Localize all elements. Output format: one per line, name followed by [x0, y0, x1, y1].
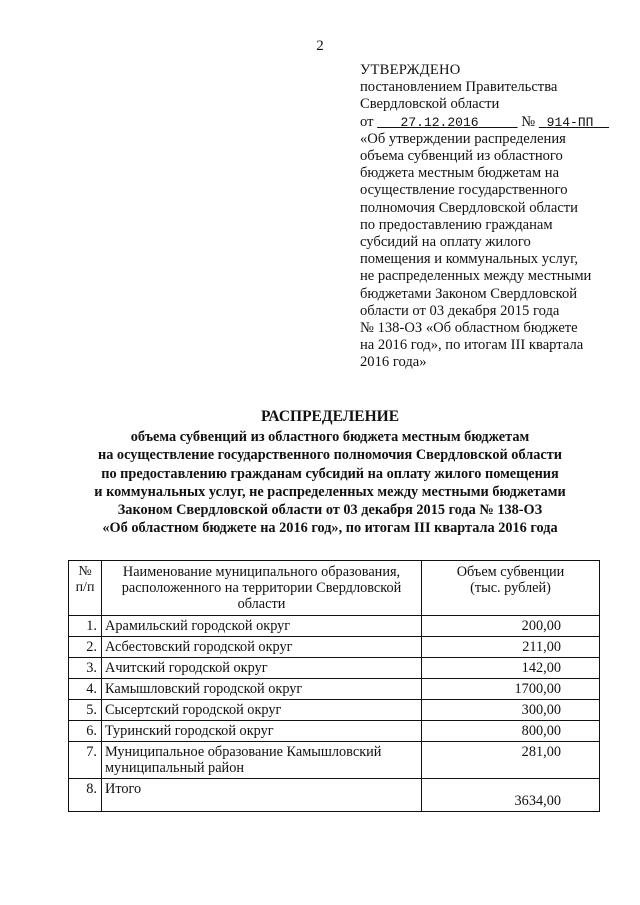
row-name: Камышловский городской округ — [102, 679, 422, 700]
row-num: 5. — [69, 700, 102, 721]
row-name: Асбестовский городской округ — [102, 637, 422, 658]
header-name — [102, 561, 422, 616]
approval-line: постановлением Правительства — [360, 79, 558, 96]
row-num: 3. — [69, 658, 102, 679]
row-amount: 3634,00 — [422, 779, 600, 812]
page-number: 2 — [316, 38, 324, 54]
document-title — [60, 408, 600, 537]
table-row — [69, 658, 600, 679]
approval-number — [539, 115, 609, 130]
header-name-line: расположенного на территории Свердловской области — [121, 580, 402, 612]
number-prefix: № — [521, 113, 536, 130]
row-name: Туринский городской округ — [102, 721, 422, 742]
header-amount-line: Объем субвенции — [456, 564, 565, 580]
row-name: Ачитский городской округ — [102, 658, 422, 679]
row-amount: 200,00 — [422, 616, 600, 637]
header-amount — [422, 561, 600, 616]
table-row — [69, 721, 600, 742]
title-line: Законом Свердловской области от 03 декабря 2015 года № 138-ОЗ — [117, 502, 543, 519]
approval-line: бюджетами Законом Свердловской — [360, 285, 578, 302]
approval-line: «Об утверждении распределения — [360, 130, 566, 147]
row-num: 7. — [69, 742, 102, 779]
approval-line: не распределенных между местными — [360, 268, 592, 285]
table-row — [69, 637, 600, 658]
row-num: 4. — [69, 679, 102, 700]
approval-line: бюджета местным бюджетам на — [360, 165, 560, 182]
approval-line: Свердловской области — [360, 96, 500, 113]
table-row — [69, 700, 600, 721]
approval-line: № 138-ОЗ «Об областном бюджете — [360, 320, 578, 337]
approval-number-value: 914-ПП — [546, 114, 594, 130]
approval-line: на 2016 год», по итогам III квартала — [360, 337, 584, 354]
title-line: на осуществление государственного полномочия Свердловской области — [97, 447, 563, 464]
title-line: объема субвенций из областного бюджета местным бюджетам — [130, 429, 530, 446]
row-amount: 1700,00 — [422, 679, 600, 700]
table-row — [69, 679, 600, 700]
header-num-line: № — [78, 564, 92, 579]
header-num-line: п/п — [75, 580, 95, 595]
distribution-table — [68, 560, 600, 812]
row-amount: 800,00 — [422, 721, 600, 742]
header-amount-line: (тыс. рублей) — [470, 580, 551, 596]
approval-line: субсидий на оплату жилого — [360, 234, 531, 251]
row-amount: 211,00 — [422, 637, 600, 658]
row-num: 1. — [69, 616, 102, 637]
header-num — [69, 561, 102, 616]
title-line: по предоставлению гражданам субсидий на оплату жилого помещения — [101, 465, 559, 482]
approval-line: объема субвенций из областного — [360, 148, 563, 165]
row-name: Итого — [102, 779, 422, 812]
row-name: Сысертский городской округ — [102, 700, 422, 721]
title-line: и коммунальных услуг, не распределенных между местными бюджетами — [94, 483, 566, 500]
approval-heading: УТВЕРЖДЕНО — [360, 62, 461, 78]
table-row — [69, 616, 600, 637]
row-num: 8. — [69, 779, 102, 812]
title-heading: РАСПРЕДЕЛЕНИЕ — [260, 408, 400, 425]
table-row-total — [69, 779, 600, 812]
approval-line: по предоставлению гражданам — [360, 216, 553, 233]
approval-date — [377, 115, 517, 130]
approval-date-line — [360, 114, 600, 131]
row-amount: 142,00 — [422, 658, 600, 679]
approval-line: 2016 года» — [360, 354, 427, 371]
approval-line: полномочия Свердловской области — [360, 199, 578, 216]
approval-line: помещения и коммунальных услуг, — [360, 251, 579, 268]
row-amount: 281,00 — [422, 742, 600, 779]
approval-date-value: 27.12.2016 — [400, 114, 479, 130]
table-header-row — [69, 561, 600, 616]
row-amount: 300,00 — [422, 700, 600, 721]
approval-block — [360, 62, 600, 372]
row-name: Муниципальное образование Камышловский муниципальный район — [102, 742, 422, 779]
row-num: 6. — [69, 721, 102, 742]
title-line: «Об областном бюджете на 2016 год», по итогам III квартала 2016 года — [102, 520, 558, 537]
approval-line: осуществление государственного — [360, 182, 568, 199]
approval-line: области от 03 декабря 2015 года — [360, 302, 560, 319]
row-name: Арамильский городской округ — [102, 616, 422, 637]
header-name-line: Наименование муниципального образования, — [122, 564, 401, 580]
row-num: 2. — [69, 637, 102, 658]
date-prefix: от — [360, 113, 374, 130]
table-row — [69, 742, 600, 779]
